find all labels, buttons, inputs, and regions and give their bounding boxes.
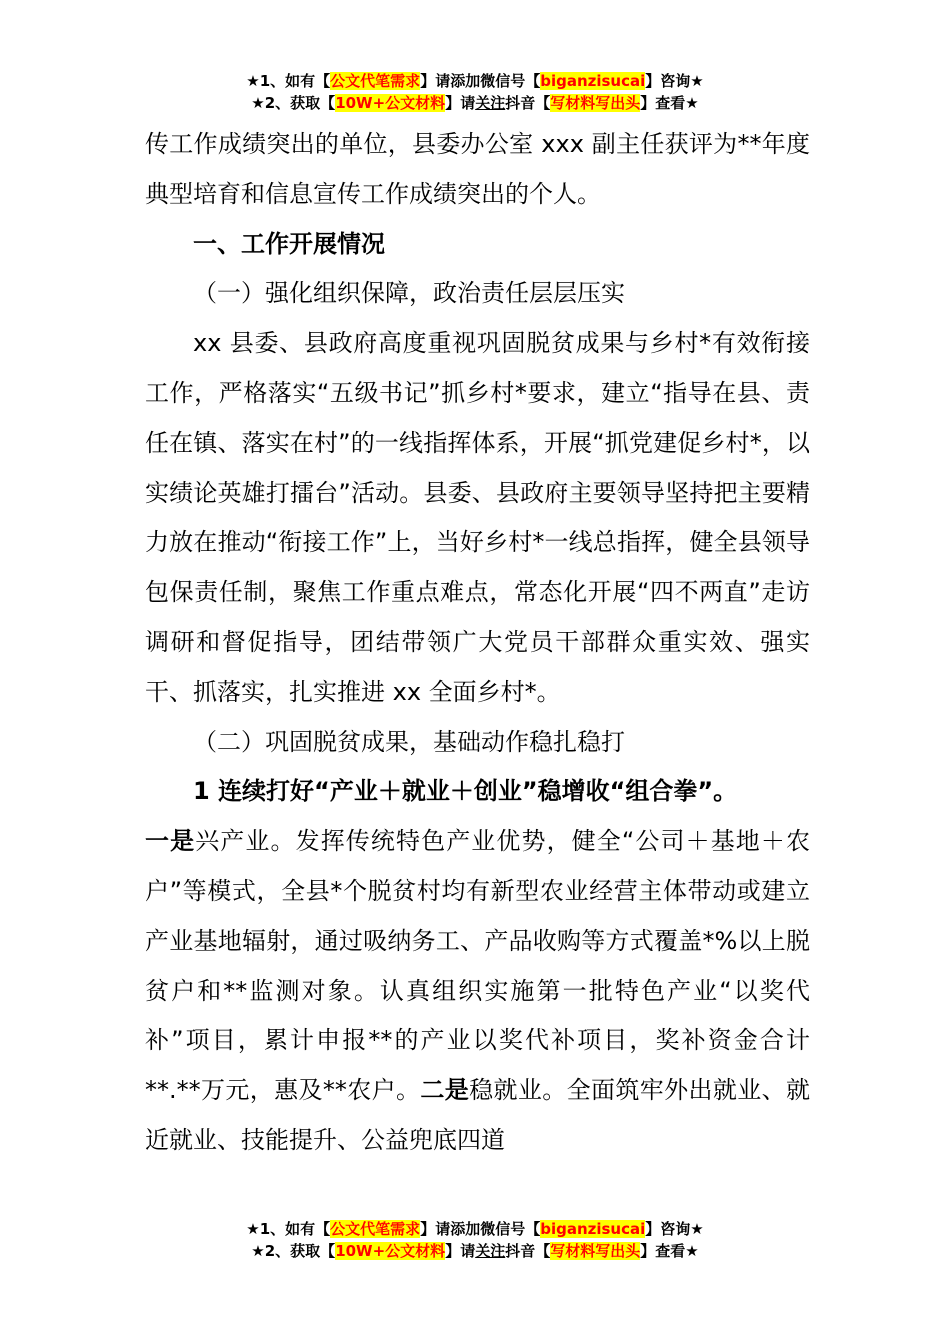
subsection-heading: （一）强化组织保障，政治责任层层压实 xyxy=(193,279,625,308)
promo-highlight: 公文代笔需求 xyxy=(330,1220,421,1238)
wechat-id-highlight: biganzisucai xyxy=(540,1220,646,1238)
douyin-highlight: 写材料写出头 xyxy=(550,1242,641,1260)
promo-highlight: 公文代笔需求 xyxy=(330,72,421,90)
promo-line-1: ★1、如有【公文代笔需求】请添加微信号【biganzisucai】咨询★ xyxy=(246,72,704,90)
promo-highlight: 10W+公文材料 xyxy=(335,1242,446,1260)
item-heading: 1 连续打好“产业＋就业＋创业”稳增收“组合拳”。 xyxy=(193,777,738,806)
douyin-highlight: 写材料写出头 xyxy=(550,94,641,112)
header-promo-banner xyxy=(0,70,950,114)
paragraph: 一是兴产业。发挥传统特色产业优势，健全“公司＋基地＋农户”等模式，全县*个脱贫村均有新型农业经营主体带动或建立产业基地辐射，通过吸纳务工、产品收购等方式覆盖*%以上脱贫户和**监测对象。认真组织实施第一批特色产业“以奖代补”项目，累计申报**的产业以奖代补项目，奖补资金合计**.**万元，惠及**农户。二是稳就业。全面筑牢外出就业、就近就业、技能提升、公益兜底四道 xyxy=(145,827,811,1154)
wechat-id-highlight: biganzisucai xyxy=(540,72,646,90)
promo-line-1: ★1、如有【公文代笔需求】请添加微信号【biganzisucai】咨询★ xyxy=(246,1220,704,1238)
promo-line-2: ★2、获取【10W+公文材料】请关注抖音【写材料写出头】查看★ xyxy=(251,1242,699,1260)
document-body xyxy=(145,120,810,1166)
subsection-heading: （二）巩固脱贫成果，基础动作稳扎稳打 xyxy=(193,727,625,756)
section-heading: 一、工作开展情况 xyxy=(193,229,385,258)
paragraph-continued: 传工作成绩突出的单位，县委办公室 xxx 副主任获评为**年度典型培育和信息宣传工作成绩突出的个人。 xyxy=(145,130,810,208)
promo-line-2: ★2、获取【10W+公文材料】请关注抖音【写材料写出头】查看★ xyxy=(251,94,699,112)
paragraph: xx 县委、县政府高度重视巩固脱贫成果与乡村*有效衔接工作，严格落实“五级书记”抓乡村*要求，建立“指导在县、责任在镇、落实在村”的一线指挥体系，开展“抓党建促乡村*，以实绩论英雄打擂台”活动。县委、县政府主要领导坚持把主要精力放在推动“衔接工作”上，当好乡村*一线总指挥，健全县领导包保责任制，聚焦工作重点难点，常态化开展“四不两直”走访调研和督促指导，团结带领广大党员干部群众重实效、强实干、抓落实，扎实推进 xx 全面乡村*。 xyxy=(145,329,810,706)
footer-promo-banner xyxy=(0,1218,950,1262)
promo-highlight: 10W+公文材料 xyxy=(335,94,446,112)
